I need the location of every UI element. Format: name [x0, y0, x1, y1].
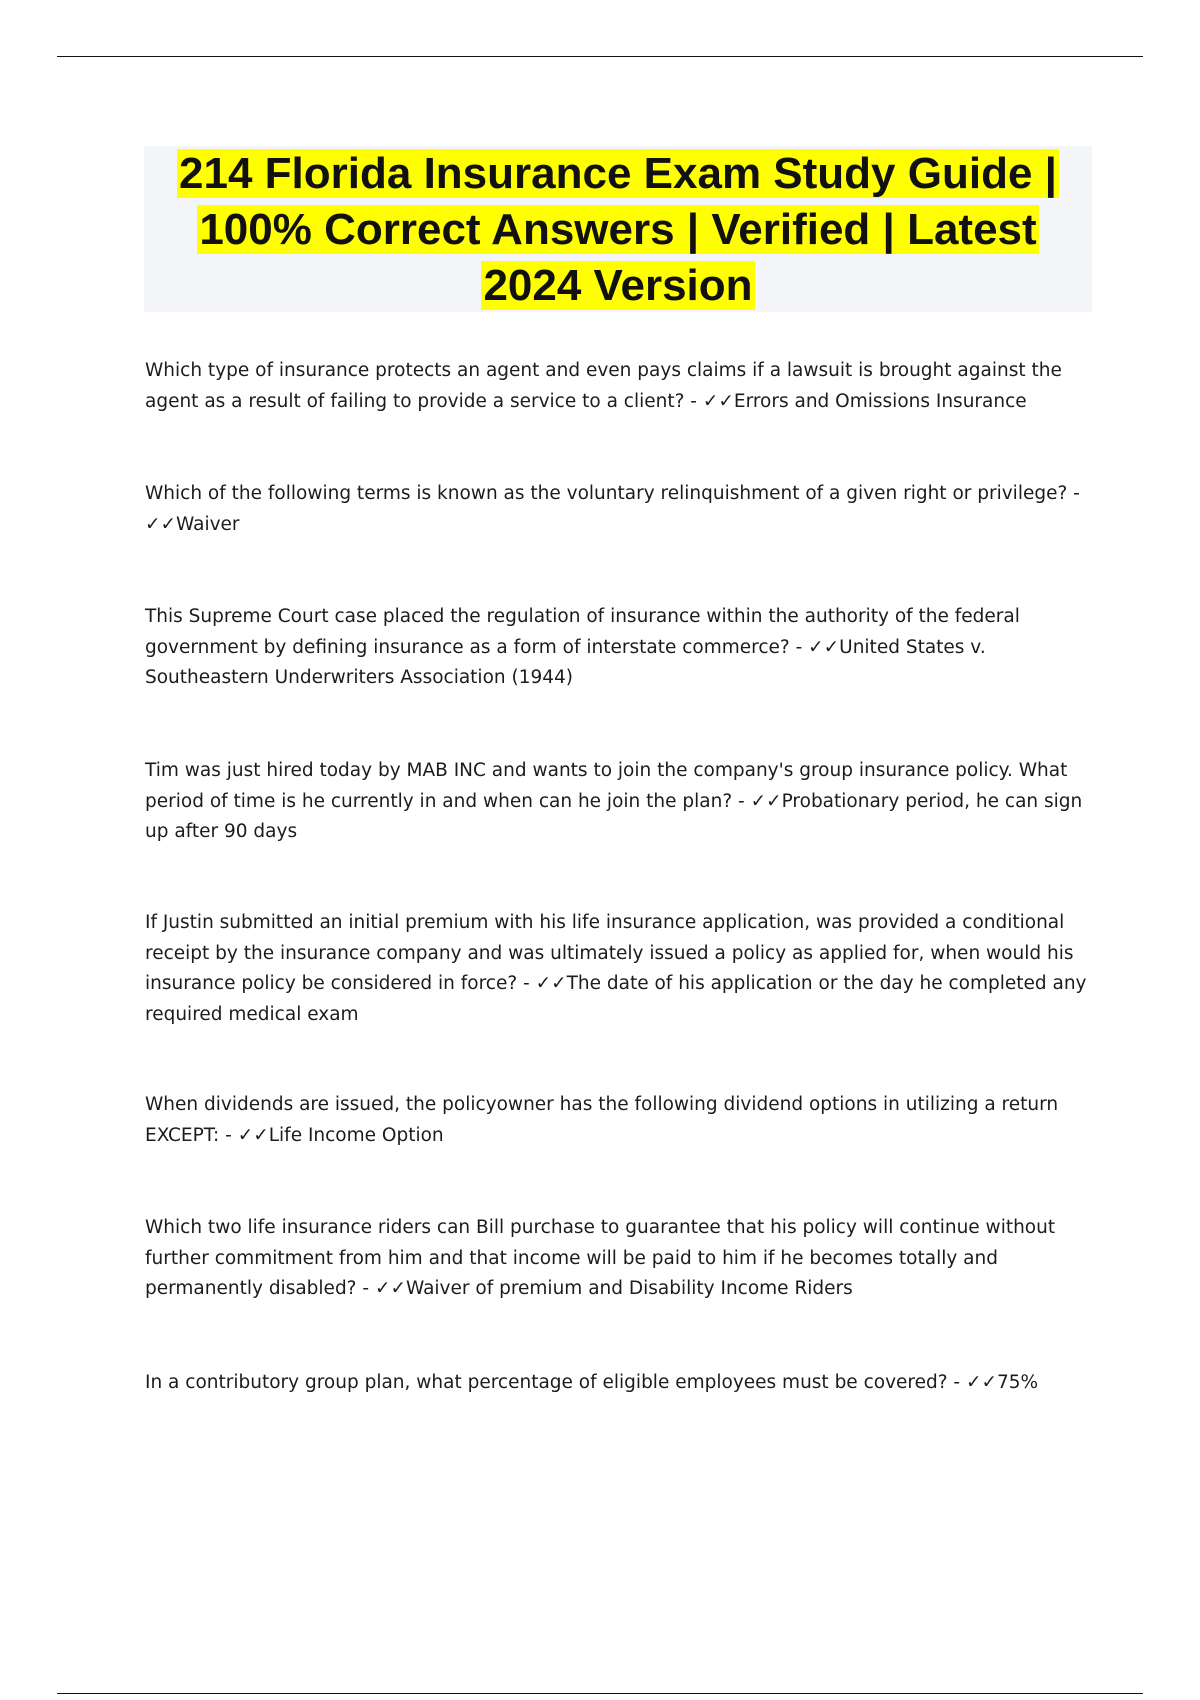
check-marks-icon: ✓✓ [374, 1278, 406, 1299]
qa-item [145, 479, 1105, 540]
question-text: When dividends are issued, the policyowner has the following dividend options in utilizing a return EXCEPT: [145, 1094, 1059, 1146]
qa-item [145, 1090, 1105, 1151]
check-marks-icon: ✓✓ [702, 390, 734, 412]
separator: - [219, 1124, 238, 1146]
answer-text: The date of his application or the day he completed any required medical exam [145, 973, 1087, 1025]
qa-item [145, 356, 1105, 417]
separator: - [684, 390, 703, 412]
answer-text: United States v. Southeastern Underwriters Association (1944) [145, 636, 986, 688]
check-marks-icon: ✓✓ [750, 790, 782, 812]
separator: - [1067, 483, 1080, 504]
qa-item [145, 756, 1105, 848]
separator: - [732, 790, 751, 812]
qa-item [145, 1368, 1105, 1399]
document-title [144, 146, 1092, 314]
answer-text: Life Income Option [268, 1124, 444, 1146]
answer-text: Waiver of premium and Disability Income Riders [405, 1278, 853, 1299]
question-text: If Justin submitted an initial premium with his life insurance application, was provided a conditional receipt by the insurance company and was ultimately issued a policy as applied for, when would his insurance policy be considered in force? [145, 912, 1074, 994]
top-rule [57, 56, 1143, 57]
bottom-rule [57, 1693, 1143, 1694]
answer-text: Probationary period, he can sign up after 90 days [145, 790, 1083, 842]
title-block [144, 146, 1092, 312]
question-text: In a contributory group plan, what percentage of eligible employees must be covered? [145, 1372, 948, 1393]
check-marks-icon: ✓✓ [535, 973, 567, 994]
check-marks-icon: ✓✓ [237, 1124, 269, 1146]
qa-item [145, 1213, 1105, 1305]
check-marks-icon: ✓✓ [145, 513, 177, 535]
separator: - [517, 973, 536, 994]
question-text: Which two life insurance riders can Bill purchase to guarantee that his policy will continue without further commitment from him and that income will be paid to him if he becomes totally and permanently disabled? [145, 1217, 1056, 1299]
check-marks-icon: ✓✓ [808, 636, 840, 658]
question-text: This Supreme Court case placed the regulation of insurance within the authority of the federal government by defining insurance as a form of interstate commerce? [145, 606, 1020, 658]
qa-item [145, 602, 1105, 694]
answer-text: Errors and Omissions Insurance [733, 390, 1027, 412]
question-text: Which type of insurance protects an agent and even pays claims if a lawsuit is brought against the agent as a result of failing to provide a service to a client? [145, 360, 1062, 412]
separator: - [356, 1278, 375, 1299]
question-text: Which of the following terms is known as the voluntary relinquishment of a given right or privilege? [145, 483, 1068, 504]
question-text: Tim was just hired today by MAB INC and wants to join the company's group insurance policy. What period of time is he currently in and when can he join the plan? [145, 760, 1068, 812]
title-highlight: 214 Florida Insurance Exam Study Guide | 100% Correct Answers | Verified | Latest 2024 Version [179, 149, 1057, 310]
check-marks-icon: ✓✓ [965, 1372, 997, 1393]
answer-text: 75% [997, 1372, 1039, 1393]
separator: - [947, 1372, 966, 1393]
qa-item [145, 908, 1105, 1030]
answer-text: Waiver [176, 513, 240, 535]
separator: - [789, 636, 809, 658]
